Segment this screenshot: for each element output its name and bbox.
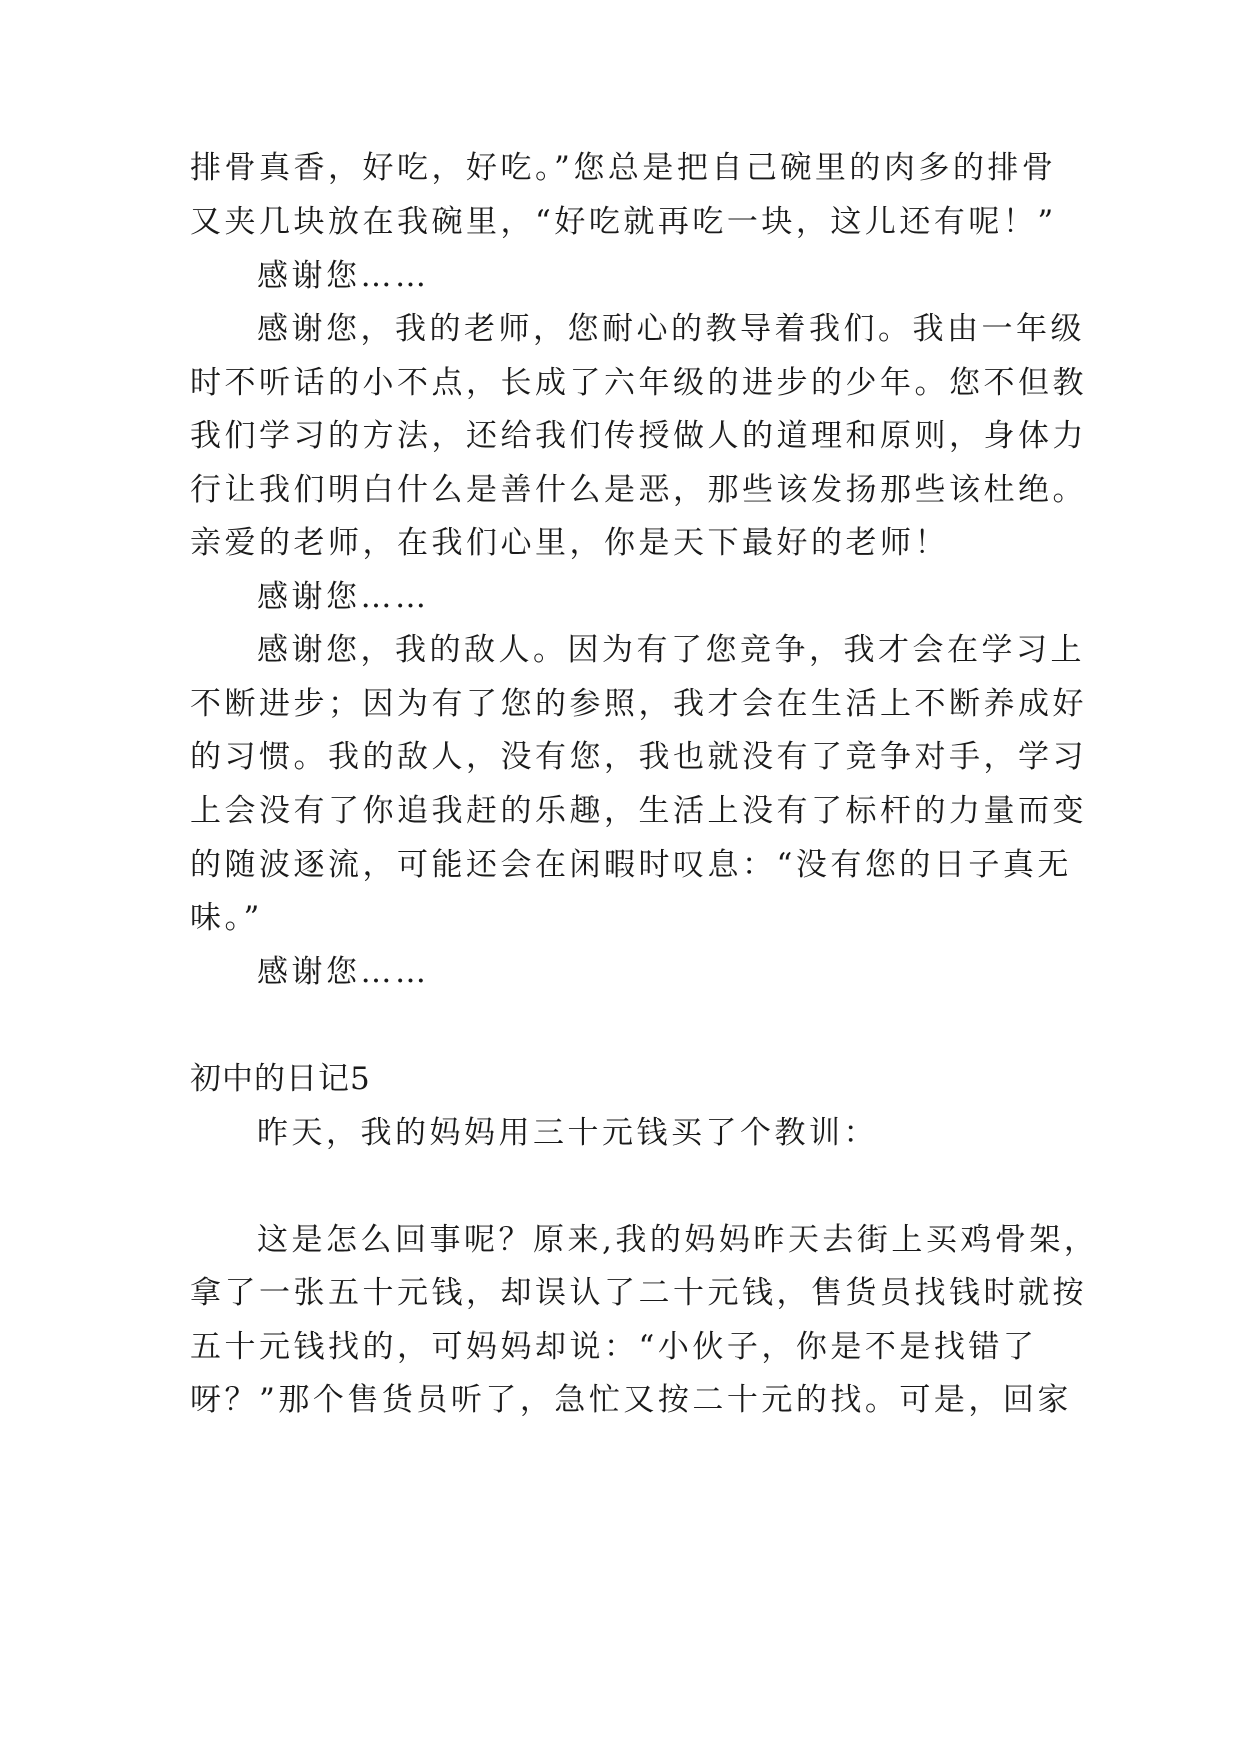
- body-line: 的习惯。我的敌人，没有您，我也就没有了竞争对手，学习: [190, 739, 1087, 775]
- body-line: 昨天，我的妈妈用三十元钱买了个教训：: [257, 1115, 878, 1151]
- body-line: 感谢您……: [257, 954, 430, 990]
- body-line: 呀？”那个售货员听了，急忙又按二十元的找。可是，回家: [190, 1382, 1072, 1418]
- body-line: 又夹几块放在我碗里，“好吃就再吃一块，这儿还有呢！”: [190, 204, 1057, 240]
- body-line: 我们学习的方法，还给我们传授做人的道理和原则，身体力: [190, 418, 1087, 454]
- body-line: 不断进步；因为有了您的参照，我才会在生活上不断养成好: [190, 686, 1087, 722]
- body-line: 这是怎么回事呢？原来,我的妈妈昨天去街上买鸡骨架，: [257, 1222, 1099, 1258]
- body-line: 感谢您，我的敌人。因为有了您竞争，我才会在学习上: [257, 632, 1085, 668]
- body-line: 亲爱的老师，在我们心里，你是天下最好的老师！: [190, 525, 949, 561]
- body-line: 感谢您，我的老师，您耐心的教导着我们。我由一年级: [257, 311, 1085, 347]
- body-line: 上会没有了你追我赶的乐趣，生活上没有了标杆的力量而变: [190, 793, 1087, 829]
- body-line: 排骨真香，好吃，好吃。”您总是把自己碗里的肉多的排骨: [190, 150, 1057, 186]
- section-heading: 初中的日记5: [190, 1061, 371, 1097]
- body-line: 行让我们明白什么是善什么是恶，那些该发扬那些该杜绝。: [190, 472, 1087, 508]
- body-line: 感谢您……: [257, 258, 430, 294]
- body-line: 拿了一张五十元钱，却误认了二十元钱，售货员找钱时就按: [190, 1275, 1087, 1311]
- body-line: 味。”: [190, 900, 263, 936]
- body-line: 感谢您……: [257, 579, 430, 615]
- body-line: 五十元钱找的，可妈妈却说：“小伙子，你是不是找错了: [190, 1329, 1038, 1365]
- body-line: 时不听话的小不点，长成了六年级的进步的少年。您不但教: [190, 365, 1087, 401]
- body-line: 的随波逐流，可能还会在闲暇时叹息：“没有您的日子真无: [190, 847, 1072, 883]
